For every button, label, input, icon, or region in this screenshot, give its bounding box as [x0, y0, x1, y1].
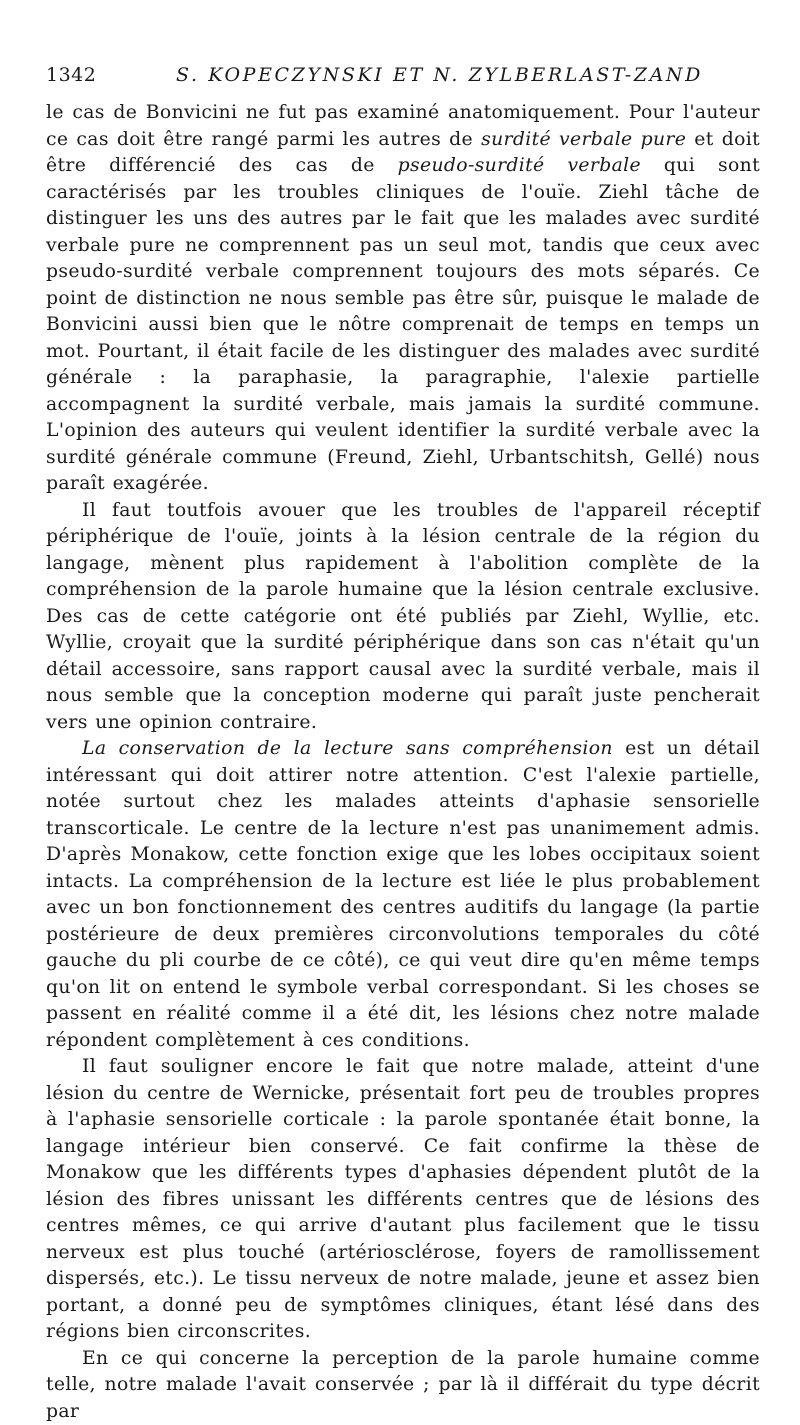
article-body: [46, 100, 760, 1425]
paragraph-3-text: est un détail intéressant qui doit attirer notre attention. C'est l'alexie partielle, notée surtout chez les malades atteints d'aphasie sensorielle transcorticale. Le centre de la lecture n'est pas unanimement admis. D'après Monakow, cette fonction exige que les lobes occipitaux soient intacts. La compréhension de la lecture est liée le plus probablement avec un bon fonctionnement des centres auditifs du langage (la partie postérieure de deux premières circonvolutions temporales du côté gauche du pli courbe de ce côté), ce qui veut dire qu'en même temps qu'on lit on entend le symbole verbal correspondant. Si les choses se passent en réalité comme il a été dit, les lésions chez notre malade répondent complètement à ces conditions.: [46, 738, 760, 1051]
page-number: 1342: [46, 62, 96, 88]
paragraph-4: Il faut souligner encore le fait que notre malade, atteint d'une lésion du centre de Wernicke, présentait fort peu de troubles propres à l'aphasie sensorielle corticale : la parole spontanée était bonne, la langage intérieur bien conservé. Ce fait confirme la thèse de Monakow que les différents types d'aphasies dépendent plutôt de la lésion des fibres unissant les différents centres que de lésions des centres mêmes, ce qui arrive d'autant plus facilement que le tissu nerveux est plus touché (artériosclérose, foyers de ramollissement dispersés, etc.). Le tissu nerveux de notre malade, jeune et assez bien portant, a donné peu de symptômes cliniques, étant lésé dans des régions bien circonscrites.: [46, 1054, 760, 1346]
paragraph-1-text-3: qui sont caractérisés par les troubles cliniques de l'ouïe. Ziehl tâche de distinguer les uns des autres par le fait que les malades avec surdité verbale pure ne comprennent pas un seul mot, tandis que ceux avec pseudo-surdité verbale comprennent toujours des mots séparés. Ce point de distinction ne nous semble pas être sûr, puisque le malade de Bonvicini aussi bien que le nôtre comprenait de temps en temps un mot. Pourtant, il était facile de les distinguer des malades avec surdité générale : la paraphasie, la paragraphie, l'alexie partielle accompagnent la surdité verbale, mais jamais la surdité commune. L'opinion des auteurs qui veulent identifier la surdité verbale avec la surdité générale commune (Freund, Ziehl, Urbantschitsh, Gellé) nous paraît exagérée.: [46, 155, 760, 494]
term-conservation-lecture: La conservation de la lecture sans compréhension: [82, 738, 613, 759]
paragraph-1: [46, 100, 760, 498]
paragraph-3: [46, 736, 760, 1054]
term-surdite-verbale-pure: surdité verbale pure: [481, 129, 686, 150]
paragraph-1-text-1: le cas de Bonvicini ne fut pas examiné anatomiquement. Pour l'auteur ce cas doit être rangé parmi les autres de: [46, 102, 760, 150]
term-pseudo-surdite-verbale: pseudo-surdité verbale: [398, 155, 641, 176]
paragraph-5: En ce qui concerne la perception de la parole humaine comme telle, notre malade l'avait conservée ; par là il différait du type décrit par: [46, 1346, 760, 1425]
running-title: S. KOPECZYNSKI ET N. ZYLBERLAST-ZAND: [176, 62, 703, 88]
running-header: [46, 62, 760, 88]
paragraph-2: Il faut toutfois avouer que les troubles de l'appareil réceptif périphérique de l'ouïe, joints à la lésion centrale de la région du langage, mènent plus rapidement à l'abolition complète de la compréhension de la parole humaine que la lésion centrale exclusive. Des cas de cette catégorie ont été publiés par Ziehl, Wyllie, etc. Wyllie, croyait que la surdité périphérique dans son cas n'était qu'un détail accessoire, sans rapport causal avec la surdité verbale, mais il nous semble que la conception moderne qui paraît juste pencherait vers une opinion contraire.: [46, 498, 760, 737]
paragraph-1-text-2: et doit être différencié des cas de: [46, 129, 760, 177]
